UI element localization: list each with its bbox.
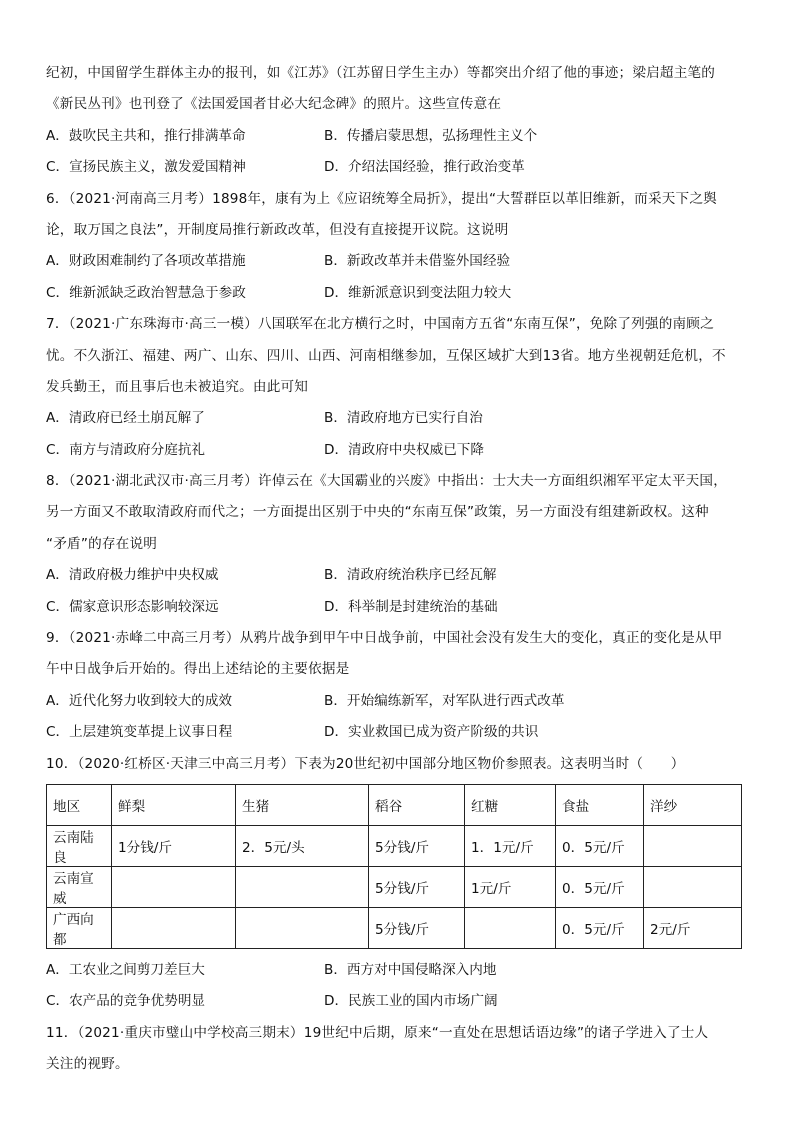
table-cell: 1元/斤 (465, 866, 556, 907)
option-row (46, 278, 748, 309)
question-9-stem: 9．（2021·赤峰二中高三月考）从鸦片战争到甲午中日战争前，中国社会没有发生大的变化，真正的变化是从甲 (46, 630, 723, 647)
table-cell (465, 907, 556, 948)
question-7-stem: 7．（2021·广东珠海市·高三一模）八国联军在北方横行之时，中国南方五省“东南互保”，免除了列强的南顾之 (46, 316, 714, 333)
table-cell: 5分钱/斤 (369, 866, 465, 907)
question-text-line: 《新民丛刊》也刊登了《法国爱国者甘必大纪念碑》的照片。这些宣传意在 (46, 96, 502, 113)
table-cell: 广西向都 (47, 907, 112, 948)
option-c: C．南方与清政府分庭抗礼 (46, 441, 206, 458)
table-cell: 1分钱/斤 (112, 825, 236, 866)
option-row (46, 560, 748, 591)
table-row (47, 825, 742, 866)
question-6-stem: 6．（2021·河南高三月考）1898年，康有为上《应诏统筹全局折》，提出“大誓群臣以革旧维新，而采天下之舆 (46, 190, 717, 207)
option-a: A．工农业之间剪刀差巨大 (46, 961, 205, 978)
option-b: B．新政改革并未借鉴外国经验 (324, 253, 511, 270)
table-header-row (47, 784, 742, 825)
option-a: A．清政府已经土崩瓦解了 (46, 410, 205, 427)
table-header-cell: 鲜梨 (112, 784, 236, 825)
option-b: B．西方对中国侵略深入内地 (324, 961, 497, 978)
option-b: B．清政府统治秩序已经瓦解 (324, 567, 497, 584)
option-c: C．维新派缺乏政治智慧急于参政 (46, 284, 246, 301)
question-10-stem: 10．（2020·红桥区·天津三中高三月考）下表为20世纪初中国部分地区物价参照表。这表明当时（ ） (46, 755, 685, 772)
option-c: C．上层建筑变革提上议事日程 (46, 724, 233, 741)
question-8-stem: 另一方面又不敢取清政府而代之；一方面提出区别于中央的“东南互保”政策，另一方面没有组建新政权。这种 (46, 504, 709, 521)
table-header-cell: 生猪 (236, 784, 369, 825)
option-b: B．开始编练新军，对军队进行西式改革 (324, 692, 565, 709)
table-cell: 0．5元/斤 (556, 825, 644, 866)
option-d: D．介绍法国经验，推行政治变革 (324, 159, 525, 176)
table-cell (112, 866, 236, 907)
option-row (46, 686, 748, 717)
question-7-stem: 忧。不久浙江、福建、两广、山东、四川、山西、河南相继参加，互保区域扩大到13省。地方坐视朝廷危机，不 (46, 347, 726, 364)
table-header-cell: 红糖 (465, 784, 556, 825)
table-header-cell: 食盐 (556, 784, 644, 825)
option-c: C．农产品的竞争优势明显 (46, 993, 206, 1010)
table-header-cell: 稻谷 (369, 784, 465, 825)
table-cell: 2．5元/头 (236, 825, 369, 866)
question-9-stem: 午中日战争后开始的。得出上述结论的主要依据是 (46, 661, 350, 678)
table-cell (644, 866, 742, 907)
table-cell (236, 866, 369, 907)
table-cell (644, 825, 742, 866)
table-cell: 5分钱/斤 (369, 907, 465, 948)
option-row (46, 403, 748, 434)
question-8-stem: “矛盾”的存在说明 (46, 535, 158, 552)
option-row (46, 717, 748, 748)
option-row (46, 246, 748, 277)
table-cell: 0．5元/斤 (556, 866, 644, 907)
table-header-cell: 地区 (47, 784, 112, 825)
option-c: C．儒家意识形态影响较深远 (46, 598, 219, 615)
option-row (46, 592, 748, 623)
option-a: A．近代化努力收到较大的成效 (46, 692, 233, 709)
option-row (46, 435, 748, 466)
question-7-stem: 发兵勤王，而且事后也未被追究。由此可知 (46, 378, 309, 395)
option-a: A．清政府极力维护中央权威 (46, 567, 219, 584)
exam-page (46, 58, 748, 1081)
table-header-cell: 洋纱 (644, 784, 742, 825)
question-11-stem: 关注的视野。 (46, 1056, 129, 1073)
table-cell: 5分钱/斤 (369, 825, 465, 866)
option-d: D．科举制是封建统治的基础 (324, 598, 498, 615)
option-c: C．宣扬民族主义，激发爱国精神 (46, 159, 246, 176)
question-6-stem: 论，取万国之良法”，开制度局推行新政改革，但没有直接提开议院。这说明 (46, 221, 509, 238)
option-d: D．清政府中央权威已下降 (324, 441, 484, 458)
table-cell (236, 907, 369, 948)
table-cell (112, 907, 236, 948)
table-cell: 云南陆良 (47, 825, 112, 866)
table-cell: 云南宣威 (47, 866, 112, 907)
option-d: D．民族工业的国内市场广阔 (324, 993, 498, 1010)
option-a: A．鼓吹民主共和，推行排满革命 (46, 127, 246, 144)
price-table (46, 784, 742, 949)
option-b: B．清政府地方已实行自治 (324, 410, 483, 427)
option-row (46, 986, 748, 1017)
option-row (46, 121, 748, 152)
table-row (47, 907, 742, 948)
option-a: A．财政困难制约了各项改革措施 (46, 253, 246, 270)
option-d: D．维新派意识到变法阻力较大 (324, 284, 512, 301)
table-cell: 1．1元/斤 (465, 825, 556, 866)
option-row (46, 152, 748, 183)
table-cell: 0．5元/斤 (556, 907, 644, 948)
table-cell: 2元/斤 (644, 907, 742, 948)
question-8-stem: 8．（2021·湖北武汉市·高三月考）许倬云在《大国霸业的兴废》中指出：士大夫一方面组织湘军平定太平天国， (46, 473, 727, 490)
question-11-stem: 11．（2021·重庆市璧山中学校高三期末）19世纪中后期，原来“一直处在思想话语边缘”的诸子学进入了士人 (46, 1024, 709, 1041)
table-row (47, 866, 742, 907)
option-d: D．实业救国已成为资产阶级的共识 (324, 724, 539, 741)
option-row (46, 955, 748, 986)
question-text-line: 纪初，中国留学生群体主办的报刊，如《江苏》（江苏留日学生主办）等都突出介绍了他的事迹；梁启超主笔的 (46, 65, 716, 81)
option-b: B．传播启蒙思想，弘扬理性主义个 (324, 127, 538, 144)
